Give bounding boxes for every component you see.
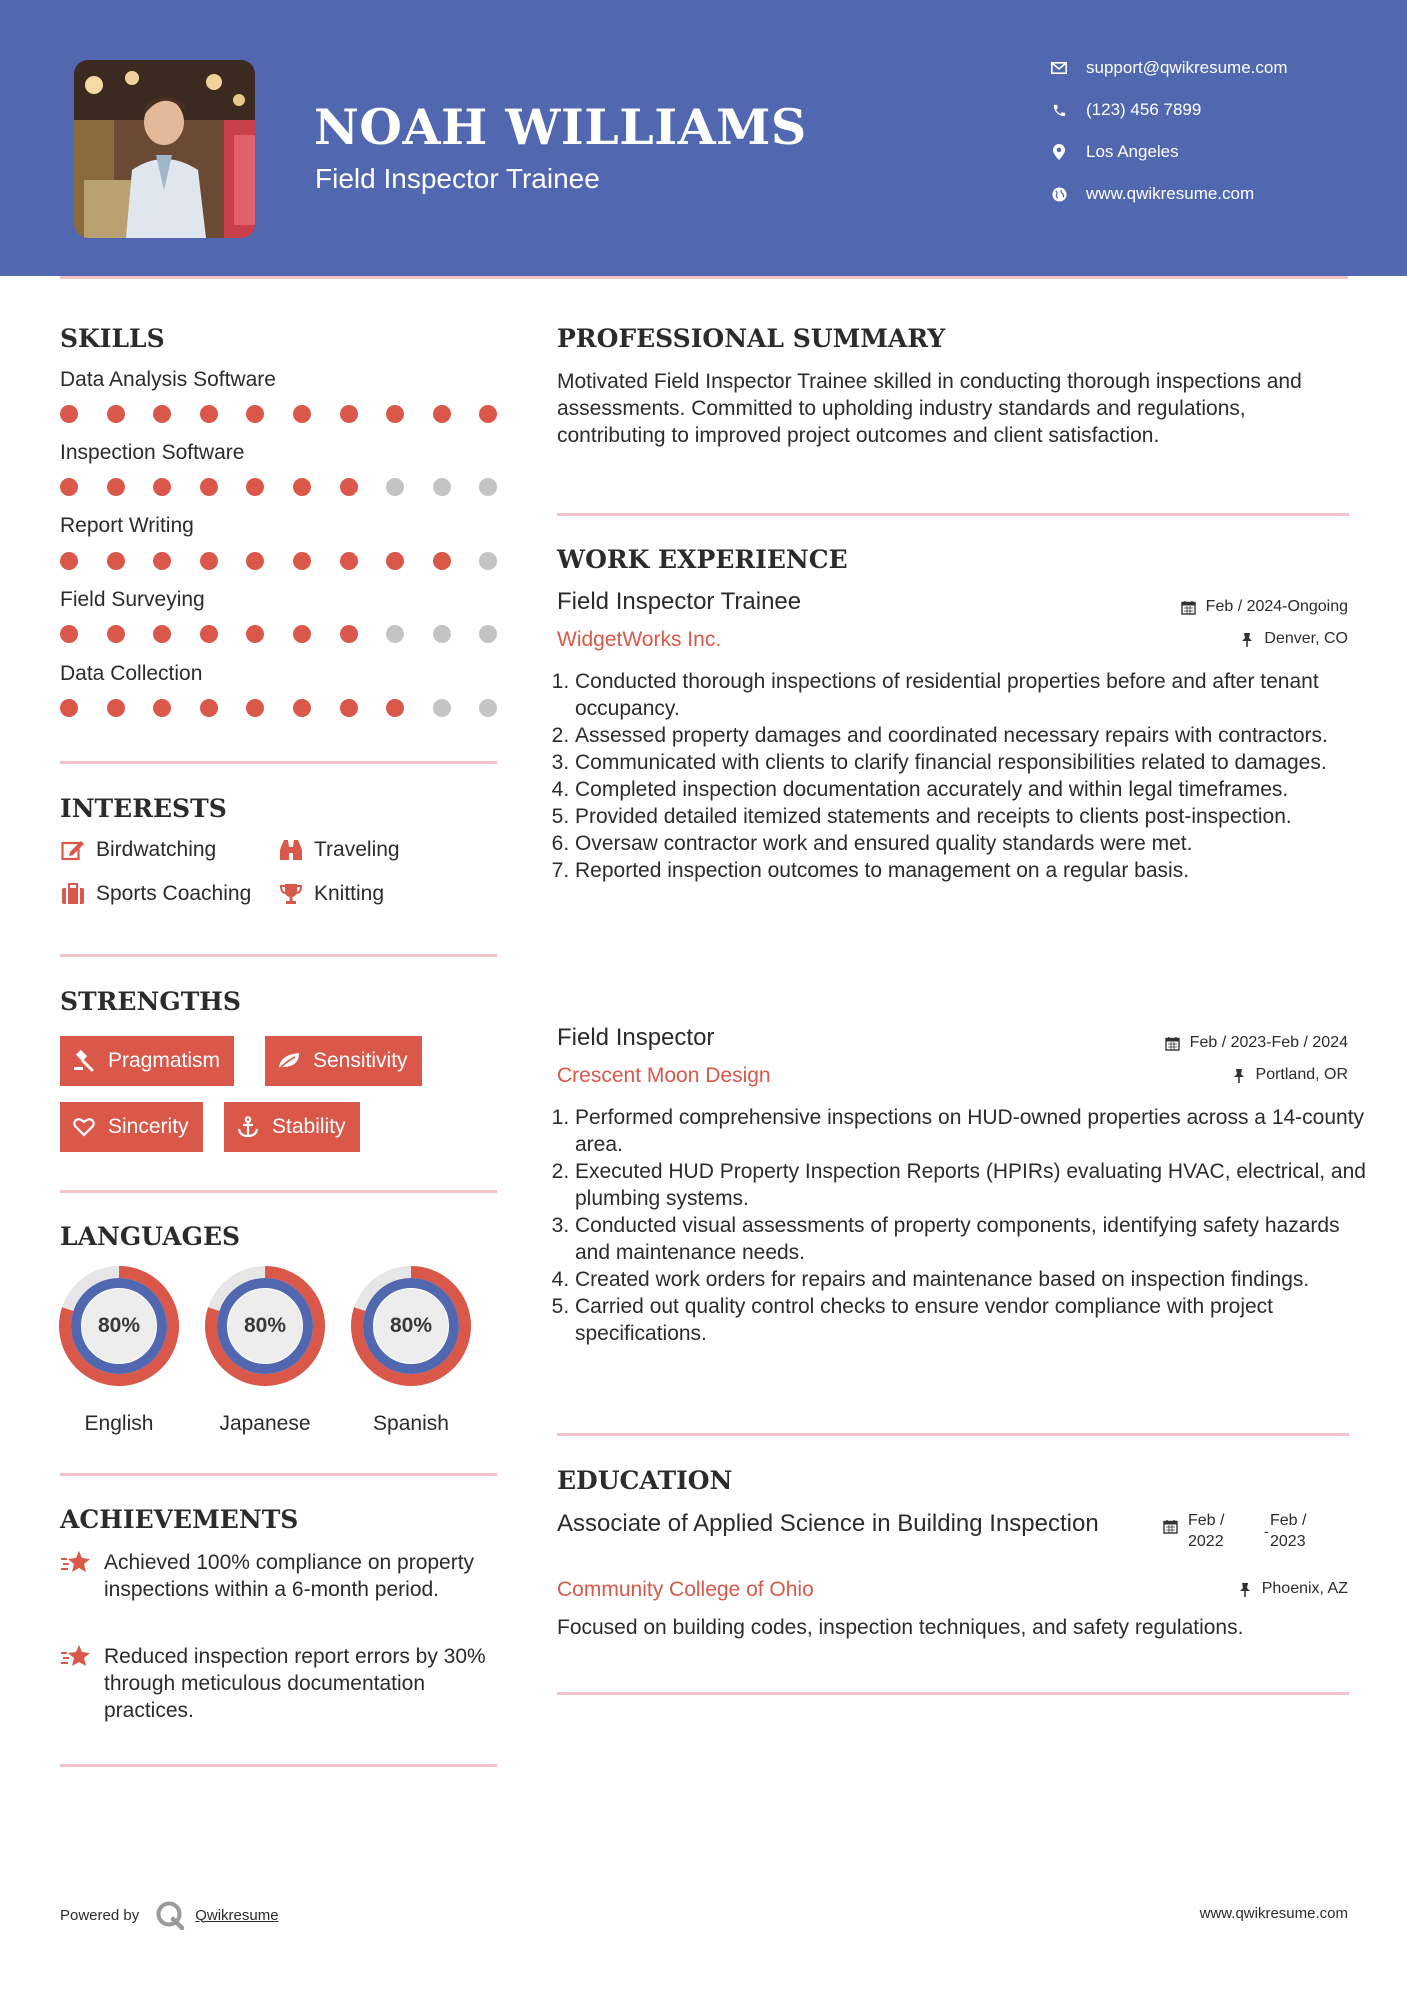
experience-heading: WORK EXPERIENCE <box>557 545 848 574</box>
skill-dot-empty <box>479 625 497 643</box>
job-bullet: 5. Carried out quality control checks to ensure vendor compliance with project specifications. <box>575 1293 1367 1347</box>
powered-by-text: Powered by <box>60 1906 140 1924</box>
strength-label: Stability <box>272 1115 346 1138</box>
education-location <box>1237 1580 1348 1598</box>
skill-dot-filled <box>246 552 264 570</box>
contact-location-text: Los Angeles <box>1086 142 1179 161</box>
job-bullet: 5. Provided detailed itemized statements and receipts to clients post-inspection. <box>575 803 1367 830</box>
envelope-icon <box>1050 59 1068 77</box>
skill-dot-filled <box>153 405 171 423</box>
job-bullet: 3. Communicated with clients to clarify financial responsibilities related to damages. <box>575 749 1367 776</box>
skill-dot-empty <box>479 552 497 570</box>
achievement-item <box>60 1643 500 1724</box>
skill-rating <box>60 699 500 719</box>
header-divider <box>60 276 1348 279</box>
brand-link[interactable]: Qwikresume <box>195 1906 279 1924</box>
job-bullet: 1. Conducted thorough inspections of residential properties before and after tenant occupancy. <box>575 668 1367 722</box>
skill-dot-filled <box>293 625 311 643</box>
anchor-icon <box>236 1115 260 1139</box>
star-award-icon <box>60 1549 92 1577</box>
calendar-icon <box>1163 1519 1179 1535</box>
education-date-separator: - <box>1264 1523 1269 1539</box>
job-bullet: 2. Assessed property damages and coordinated necessary repairs with contractors. <box>575 722 1367 749</box>
footer-powered-by <box>60 1900 279 1930</box>
interest-item <box>278 882 384 906</box>
skill-dot-filled <box>200 552 218 570</box>
star-award-icon <box>60 1643 92 1671</box>
job-bullet: 4. Created work orders for repairs and maintenance based on inspection findings. <box>575 1266 1367 1293</box>
skill-dot-filled <box>340 478 358 496</box>
skill-dot-filled <box>200 405 218 423</box>
map-pin-icon <box>1050 143 1068 161</box>
footer-url[interactable]: www.qwikresume.com <box>1199 1905 1348 1922</box>
heart-icon <box>72 1115 96 1139</box>
job-bullet: 3. Conducted visual assessments of property components, identifying safety hazards and maintenance needs. <box>575 1212 1367 1266</box>
job-dates-text: Feb / 2023-Feb / 2024 <box>1189 1034 1348 1051</box>
skill-dot-filled <box>60 478 78 496</box>
phone-icon <box>1050 101 1068 119</box>
skill-dot-filled <box>386 699 404 717</box>
skill-dot-filled <box>246 625 264 643</box>
job-location-text: Denver, CO <box>1264 630 1348 647</box>
gavel-icon <box>72 1049 96 1073</box>
job-bullet: 6. Oversaw contractor work and ensured quality standards were met. <box>575 830 1367 857</box>
skill-dot-empty <box>386 625 404 643</box>
school-name: Community College of Ohio <box>557 1578 814 1601</box>
binoculars-icon <box>278 838 304 862</box>
skill-dot-filled <box>60 552 78 570</box>
section-divider <box>60 1190 497 1193</box>
interest-label: Traveling <box>314 838 400 861</box>
skill-dot-empty <box>433 699 451 717</box>
summary-text: Motivated Field Inspector Trainee skilled in conducting thorough inspections and assessments. Committed to upholding industry standards and regulations, contributing to improved project outcomes and client satisfaction. <box>557 370 1302 447</box>
summary-heading: PROFESSIONAL SUMMARY <box>557 324 946 353</box>
skill-dot-filled <box>153 552 171 570</box>
skill-dot-filled <box>340 405 358 423</box>
pushpin-icon <box>1237 1581 1253 1597</box>
job-title: Field Inspector <box>557 1024 715 1051</box>
job-location <box>1231 1066 1348 1084</box>
skill-dot-filled <box>479 405 497 423</box>
job-location <box>1239 630 1348 648</box>
job-bullets <box>557 1104 1367 1347</box>
job-bullets <box>557 668 1367 884</box>
company-name: Crescent Moon Design <box>557 1064 771 1087</box>
job-bullet: 2. Executed HUD Property Inspection Reports (HPIRs) evaluating HVAC, electrical, and plumbing systems. <box>575 1158 1367 1212</box>
skill-dot-empty <box>479 699 497 717</box>
skill-dot-filled <box>153 478 171 496</box>
skill-dot-filled <box>293 699 311 717</box>
degree-title: Associate of Applied Science in Building Inspection <box>557 1510 1099 1537</box>
section-divider <box>60 1473 497 1476</box>
skill-label: Data Collection <box>60 662 203 685</box>
skill-label: Report Writing <box>60 514 194 537</box>
skill-dot-filled <box>293 405 311 423</box>
job-bullet: 1. Performed comprehensive inspections on HUD-owned properties across a 14-county area. <box>575 1104 1367 1158</box>
skill-dot-filled <box>153 625 171 643</box>
skill-dot-filled <box>340 625 358 643</box>
skill-dot-empty <box>386 478 404 496</box>
skill-dot-filled <box>246 405 264 423</box>
skill-dot-filled <box>107 625 125 643</box>
skill-dot-filled <box>107 552 125 570</box>
language-percent: 80% <box>243 1314 287 1337</box>
language-name: Japanese <box>219 1412 311 1435</box>
skill-dot-filled <box>433 405 451 423</box>
skill-dot-filled <box>153 699 171 717</box>
strength-label: Pragmatism <box>108 1049 221 1072</box>
globe-icon <box>1050 185 1068 203</box>
skill-dot-filled <box>340 552 358 570</box>
contact-phone-text: (123) 456 7899 <box>1086 100 1202 119</box>
skill-dot-empty <box>433 625 451 643</box>
company-name: WidgetWorks Inc. <box>557 628 722 651</box>
achievement-item <box>60 1549 500 1603</box>
education-heading: EDUCATION <box>557 1466 733 1495</box>
strength-label: Sensitivity <box>313 1049 408 1072</box>
job-dates <box>1181 598 1348 616</box>
skill-dot-filled <box>246 478 264 496</box>
skill-dot-empty <box>479 478 497 496</box>
skill-rating <box>60 478 500 498</box>
skill-dot-filled <box>107 699 125 717</box>
job-title: Field Inspector Trainee <box>557 588 802 615</box>
calendar-icon <box>1165 1035 1181 1051</box>
candidate-name: NOAH WILLIAMS <box>314 98 807 156</box>
skill-label: Inspection Software <box>60 441 245 464</box>
education-start-date: Feb / 2022 <box>1188 1512 1225 1550</box>
contact-email-text: support@qwikresume.com <box>1086 58 1288 77</box>
contact-location <box>1050 142 1179 162</box>
job-dates-text: Feb / 2024-Ongoing <box>1205 598 1348 615</box>
interest-label: Birdwatching <box>96 838 217 861</box>
section-divider <box>557 513 1349 516</box>
skills-heading: SKILLS <box>60 324 165 353</box>
skill-dot-filled <box>386 405 404 423</box>
section-divider <box>60 954 497 957</box>
language-item <box>59 1266 179 1435</box>
job-dates <box>1165 1034 1348 1052</box>
language-percent: 80% <box>389 1314 433 1337</box>
education-description: Focused on building codes, inspection techniques, and safety regulations. <box>557 1616 1244 1639</box>
skill-dot-filled <box>107 478 125 496</box>
job-bullet: 7. Reported inspection outcomes to management on a regular basis. <box>575 857 1367 884</box>
pencil-square-icon <box>60 838 86 862</box>
skill-rating <box>60 552 500 572</box>
skill-label: Data Analysis Software <box>60 368 276 391</box>
skill-dot-filled <box>340 699 358 717</box>
strength-tag <box>60 1036 234 1086</box>
contact-email[interactable] <box>1050 58 1288 78</box>
contact-website[interactable] <box>1050 184 1254 204</box>
strengths-heading: STRENGTHS <box>60 987 241 1016</box>
skill-dot-filled <box>293 478 311 496</box>
pushpin-icon <box>1231 1067 1247 1083</box>
briefcase-icon <box>60 882 86 906</box>
profile-photo <box>74 60 255 238</box>
skill-dot-filled <box>107 405 125 423</box>
achievement-text: Achieved 100% compliance on property inspections within a 6-month period. <box>104 1551 475 1601</box>
language-name: Spanish <box>373 1412 449 1435</box>
education-location-text: Phoenix, AZ <box>1261 1580 1348 1597</box>
skill-dot-filled <box>200 478 218 496</box>
pushpin-icon <box>1239 631 1255 647</box>
skill-dot-filled <box>200 699 218 717</box>
language-item <box>205 1266 325 1435</box>
skill-dot-filled <box>386 552 404 570</box>
section-divider <box>60 1764 497 1767</box>
job-bullet: 4. Completed inspection documentation accurately and within legal timeframes. <box>575 776 1367 803</box>
qwikresume-logo-icon <box>155 1900 185 1930</box>
skill-dot-filled <box>200 625 218 643</box>
job-location-text: Portland, OR <box>1255 1066 1348 1083</box>
skill-dot-filled <box>60 405 78 423</box>
achievement-text: Reduced inspection report errors by 30% through meticulous documentation practices. <box>104 1645 486 1722</box>
skill-dot-filled <box>433 552 451 570</box>
language-name: English <box>84 1412 154 1435</box>
trophy-icon <box>278 882 304 906</box>
achievements-heading: ACHIEVEMENTS <box>60 1505 299 1534</box>
interests-heading: INTERESTS <box>60 794 227 823</box>
strength-tag <box>265 1036 422 1086</box>
skill-dot-empty <box>433 478 451 496</box>
interest-label: Knitting <box>314 882 385 905</box>
strength-label: Sincerity <box>108 1115 189 1138</box>
interest-item <box>278 838 400 862</box>
contact-website-text: www.qwikresume.com <box>1086 184 1255 203</box>
interest-item <box>60 838 216 862</box>
strength-tag <box>60 1102 203 1152</box>
header-banner <box>0 0 1407 276</box>
calendar-icon <box>1181 599 1197 615</box>
candidate-title: Field Inspector Trainee <box>315 163 600 194</box>
section-divider <box>60 761 497 764</box>
skill-dot-filled <box>293 552 311 570</box>
interest-item <box>60 882 251 906</box>
skill-label: Field Surveying <box>60 588 205 611</box>
languages-heading: LANGUAGES <box>60 1222 241 1251</box>
leaf-icon <box>277 1049 301 1073</box>
section-divider <box>557 1692 1349 1695</box>
skill-dot-filled <box>246 699 264 717</box>
language-percent: 80% <box>97 1314 141 1337</box>
contact-phone[interactable] <box>1050 100 1201 120</box>
skill-dot-filled <box>60 625 78 643</box>
language-item <box>351 1266 471 1435</box>
strength-tag <box>224 1102 360 1152</box>
skill-rating <box>60 405 500 425</box>
interest-label: Sports Coaching <box>96 882 252 905</box>
skill-rating <box>60 625 500 645</box>
section-divider <box>557 1433 1349 1436</box>
skill-dot-filled <box>60 699 78 717</box>
education-end-date: Feb / 2023 <box>1270 1512 1307 1550</box>
